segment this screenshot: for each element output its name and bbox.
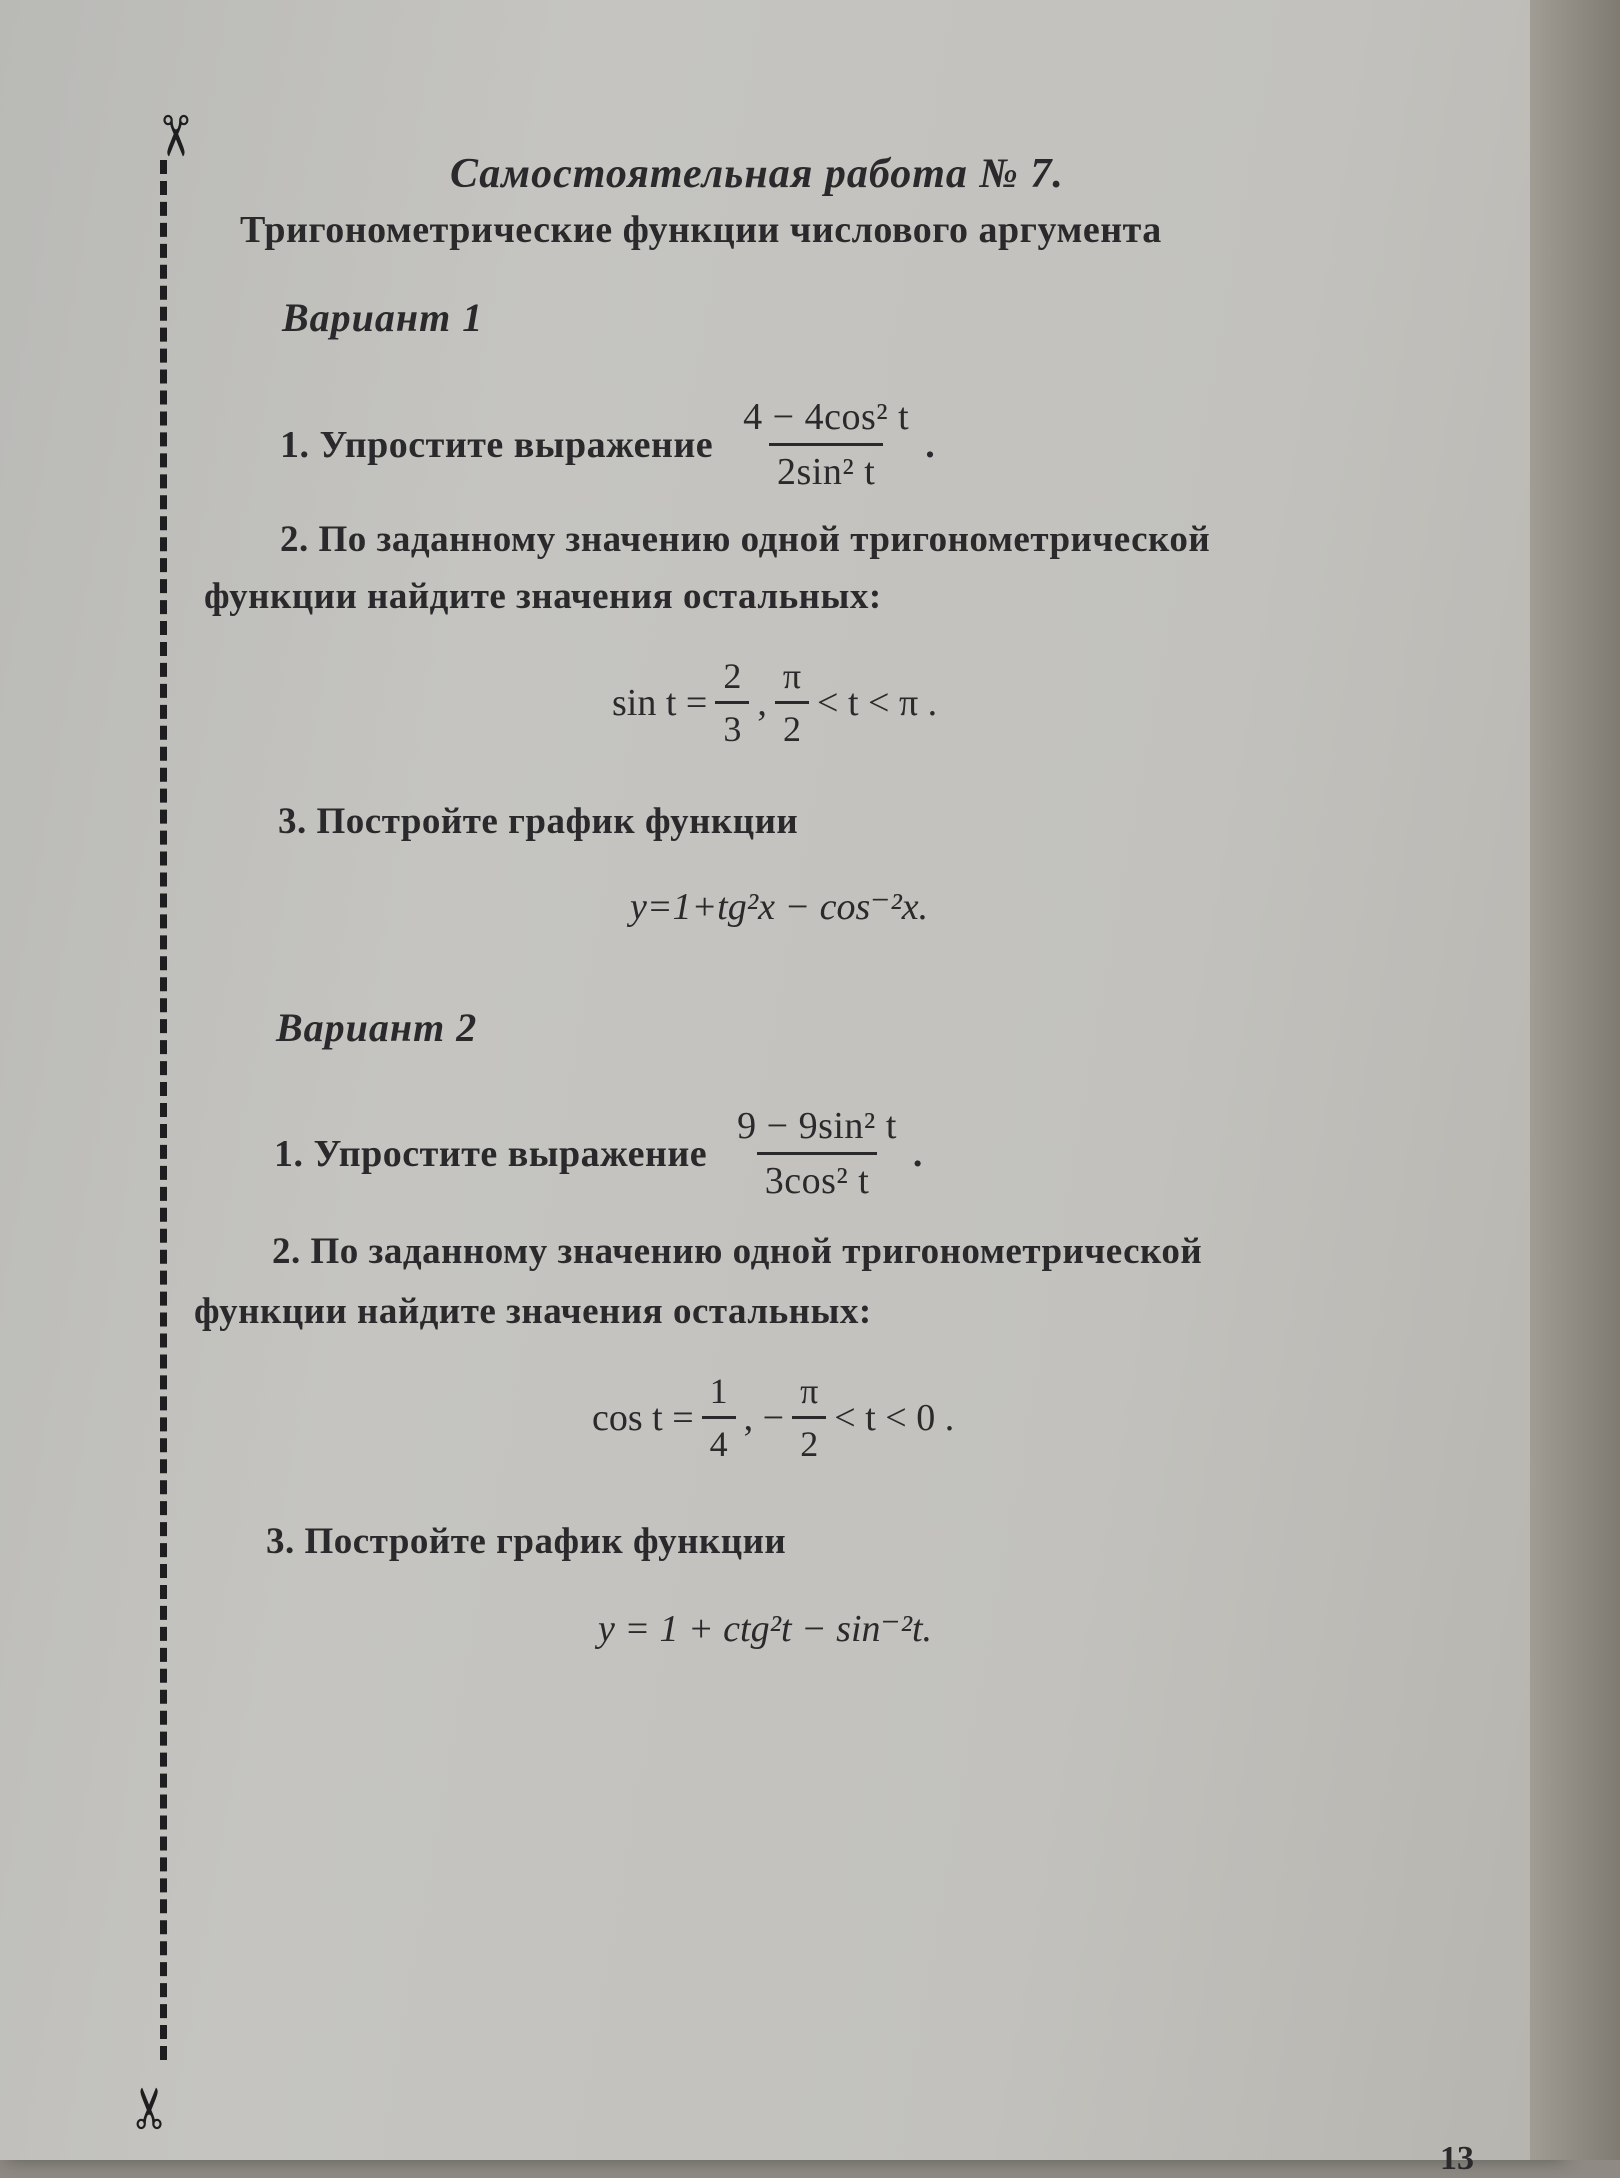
page-title: Самостоятельная работа № 7. xyxy=(450,151,1064,197)
v1-task1-period: . xyxy=(925,423,936,466)
cut-line xyxy=(160,160,177,2060)
v2-task3-formula: y = 1 + ctg²t − sin⁻²t. xyxy=(598,1608,933,1650)
v1-task2-lhs: sin t = xyxy=(612,681,708,724)
v2-task1-fraction xyxy=(729,1104,905,1203)
v2-task1 xyxy=(274,1104,923,1203)
v1-task1-denominator: 2sin² t xyxy=(769,443,883,494)
v1-task2-line2: функции найдите значения остальных: xyxy=(204,576,882,617)
variant-1-heading: Вариант 1 xyxy=(282,295,484,340)
scissors-icon: ✂ xyxy=(120,2084,183,2132)
v1-task1-numerator: 4 − 4cos² t xyxy=(743,396,910,438)
v1-task2-fraction-b-den: 2 xyxy=(775,701,809,750)
v1-task1 xyxy=(280,395,935,494)
v1-task2-rhs: < t < π . xyxy=(817,681,938,724)
v2-task2-separator: , − xyxy=(743,1396,785,1439)
v2-task2-line1: 2. По заданному значению одной тригонометрической xyxy=(272,1231,1203,1272)
v2-task2-condition xyxy=(592,1370,954,1465)
v2-task2-rhs: < t < 0 . xyxy=(834,1396,955,1439)
v2-task2-fraction-a xyxy=(702,1370,736,1465)
v1-task1-fraction xyxy=(735,395,917,494)
v1-task2-line1: 2. По заданному значению одной тригонометрической xyxy=(280,519,1211,560)
v1-task2-fraction-a xyxy=(715,655,749,750)
v1-task2-fraction-a-num: 2 xyxy=(723,656,742,696)
page-subtitle: Тригонометрические функции числового аргумента xyxy=(240,209,1162,251)
v1-task3-text: 3. Постройте график функции xyxy=(278,801,799,842)
v1-task2-fraction-b xyxy=(775,655,809,750)
scissors-icon: ✂ xyxy=(142,112,205,160)
page-edge xyxy=(1530,0,1620,2160)
v1-task2-condition xyxy=(612,655,937,750)
v2-task2-fraction-b xyxy=(792,1370,826,1465)
v1-task2-fraction-b-num: π xyxy=(782,656,802,696)
page-number: 13 xyxy=(1440,2140,1474,2177)
v2-task3-text: 3. Постройте график функции xyxy=(266,1521,787,1562)
v1-task1-text: 1. Упростите выражение xyxy=(280,423,714,466)
v2-task2-fraction-b-num: π xyxy=(800,1371,819,1411)
v1-task2-fraction-a-den: 3 xyxy=(715,701,749,750)
v2-task2-lhs: cos t = xyxy=(592,1396,694,1439)
v2-task2-fraction-a-num: 1 xyxy=(709,1371,728,1411)
v1-task3-formula: y=1+tg²x − cos⁻²x. xyxy=(630,886,929,928)
v2-task1-numerator: 9 − 9sin² t xyxy=(737,1105,897,1147)
variant-2-heading: Вариант 2 xyxy=(276,1005,478,1050)
v2-task1-period: . xyxy=(912,1132,923,1175)
v2-task2-fraction-a-den: 4 xyxy=(702,1416,736,1465)
v1-task2-separator: , xyxy=(757,681,767,724)
v2-task1-denominator: 3cos² t xyxy=(757,1152,878,1203)
v2-task1-text: 1. Упростите выражение xyxy=(274,1132,708,1175)
v2-task2-line2: функции найдите значения остальных: xyxy=(194,1291,872,1332)
v2-task2-fraction-b-den: 2 xyxy=(792,1416,826,1465)
